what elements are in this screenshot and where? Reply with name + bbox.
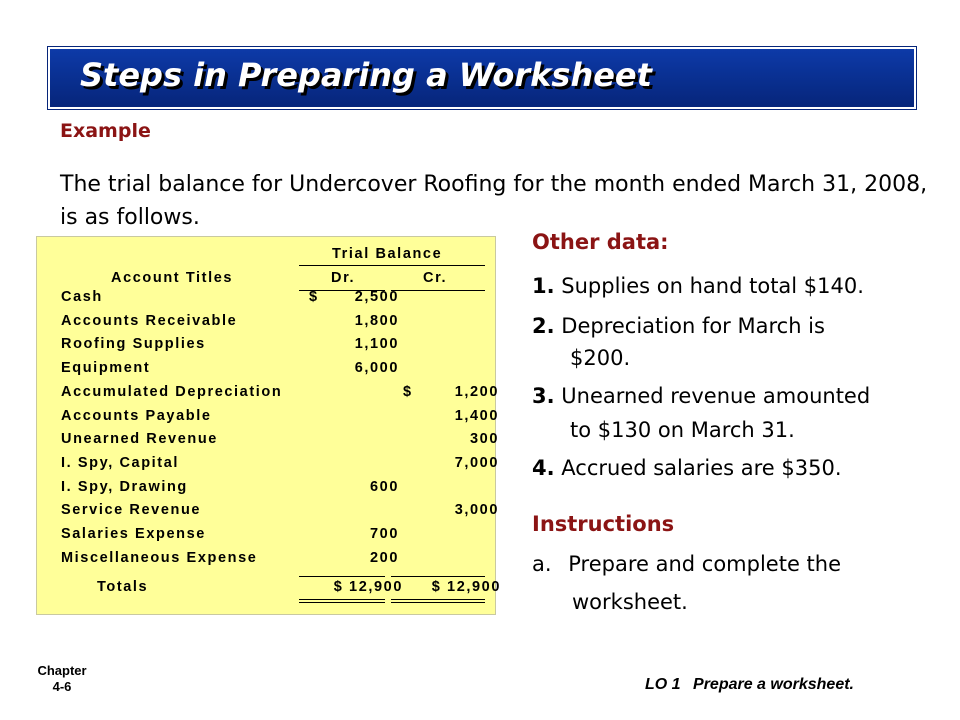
table-row bbox=[61, 360, 491, 382]
table-row bbox=[61, 502, 499, 524]
trial-balance-table bbox=[36, 236, 501, 615]
account-title: Miscellaneous Expense bbox=[61, 549, 258, 566]
dr-double-rule-1 bbox=[299, 599, 385, 600]
slide-title: Steps in Preparing a Worksheet bbox=[80, 56, 652, 94]
other-data-item-1 bbox=[532, 270, 864, 303]
instruction-item-a bbox=[532, 548, 841, 581]
credit-amount: 1,400 bbox=[454, 407, 499, 424]
dr-total-rule bbox=[299, 576, 385, 577]
instruction-text: Prepare and complete the bbox=[568, 552, 841, 576]
table-row bbox=[61, 526, 491, 548]
debit-amount: 600 bbox=[370, 478, 399, 495]
table-row bbox=[61, 550, 491, 572]
header-underline bbox=[299, 265, 485, 266]
table-row bbox=[61, 313, 491, 335]
totals-label: Totals bbox=[97, 579, 149, 595]
credit-amount: 1,200 bbox=[454, 383, 499, 400]
other-data-item-2 bbox=[532, 310, 825, 343]
debit-amount: 700 bbox=[370, 526, 399, 542]
instruction-item-a-cont: worksheet. bbox=[572, 590, 688, 614]
cr-total-rule bbox=[391, 576, 485, 577]
other-data-item-4 bbox=[532, 452, 842, 485]
example-label: Example bbox=[60, 120, 151, 142]
col-credit: Cr. bbox=[423, 270, 448, 286]
item-number: 2. bbox=[532, 314, 555, 338]
other-data-item-2-cont: $200. bbox=[570, 346, 631, 370]
dr-double-rule-2 bbox=[299, 602, 385, 603]
item-number: 1. bbox=[532, 274, 555, 298]
dr-currency: $ bbox=[309, 289, 319, 305]
item-text: Depreciation for March is bbox=[561, 314, 825, 338]
credit-amount: 3,000 bbox=[454, 502, 499, 519]
account-title: Salaries Expense bbox=[61, 526, 206, 542]
account-title: Unearned Revenue bbox=[61, 431, 218, 448]
totals-dr: $ 12,900 bbox=[333, 579, 403, 595]
other-data-item-3-cont: to $130 on March 31. bbox=[570, 418, 795, 442]
cr-double-rule-2 bbox=[391, 602, 485, 603]
totals-row bbox=[61, 579, 501, 601]
credit-amount: 300 bbox=[470, 431, 499, 448]
credit-amount: 7,000 bbox=[454, 454, 499, 471]
account-title: Equipment bbox=[61, 360, 151, 377]
instruction-letter: a. bbox=[532, 552, 552, 576]
debit-amount: 200 bbox=[370, 549, 399, 566]
item-text: Unearned revenue amounted bbox=[561, 384, 871, 408]
table-row bbox=[61, 336, 491, 358]
chapter-word: Chapter bbox=[37, 663, 87, 678]
account-title: Service Revenue bbox=[61, 502, 202, 519]
other-data-item-3 bbox=[532, 380, 870, 413]
chapter-number: 4-6 bbox=[52, 679, 72, 694]
table-row bbox=[61, 289, 491, 311]
lo-text: Prepare a worksheet. bbox=[693, 676, 854, 693]
item-number: 4. bbox=[532, 456, 555, 480]
debit-amount: 1,800 bbox=[354, 312, 399, 329]
table-row bbox=[61, 407, 499, 430]
cr-currency: $ bbox=[403, 383, 413, 400]
title-bar bbox=[48, 47, 916, 109]
account-title: Accounts Receivable bbox=[61, 312, 238, 329]
learning-objective bbox=[645, 676, 854, 694]
item-text: Supplies on hand total $140. bbox=[561, 274, 864, 298]
col-debit: Dr. bbox=[331, 270, 356, 286]
trial-balance-header: Trial Balance bbox=[332, 246, 443, 262]
other-data-heading: Other data: bbox=[532, 230, 669, 254]
debit-amount: 6,000 bbox=[354, 360, 399, 377]
totals-cr: $ 12,900 bbox=[431, 579, 501, 595]
table-row bbox=[61, 431, 499, 453]
debit-amount: 1,100 bbox=[354, 336, 399, 353]
debit-amount: 2,500 bbox=[354, 289, 399, 305]
col-account-titles: Account Titles bbox=[111, 270, 234, 286]
chapter-label bbox=[34, 663, 90, 695]
table-row bbox=[61, 479, 491, 501]
account-title: I. Spy, Capital bbox=[61, 454, 180, 471]
cr-double-rule-1 bbox=[391, 599, 485, 600]
intro-text: The trial balance for Undercover Roofing for the month ended March 31, 2008, is as follows. bbox=[60, 172, 928, 230]
table-row bbox=[61, 383, 499, 406]
account-title: Accumulated Depreciation bbox=[61, 383, 283, 400]
item-number: 3. bbox=[532, 384, 555, 408]
account-title: I. Spy, Drawing bbox=[61, 478, 188, 495]
account-title: Roofing Supplies bbox=[61, 336, 206, 353]
account-title: Accounts Payable bbox=[61, 407, 212, 424]
instructions-heading: Instructions bbox=[532, 512, 675, 536]
lo-label: LO 1 bbox=[645, 676, 681, 693]
item-text: Accrued salaries are $350. bbox=[561, 456, 842, 480]
account-title: Cash bbox=[61, 289, 103, 305]
table-row bbox=[61, 454, 499, 477]
